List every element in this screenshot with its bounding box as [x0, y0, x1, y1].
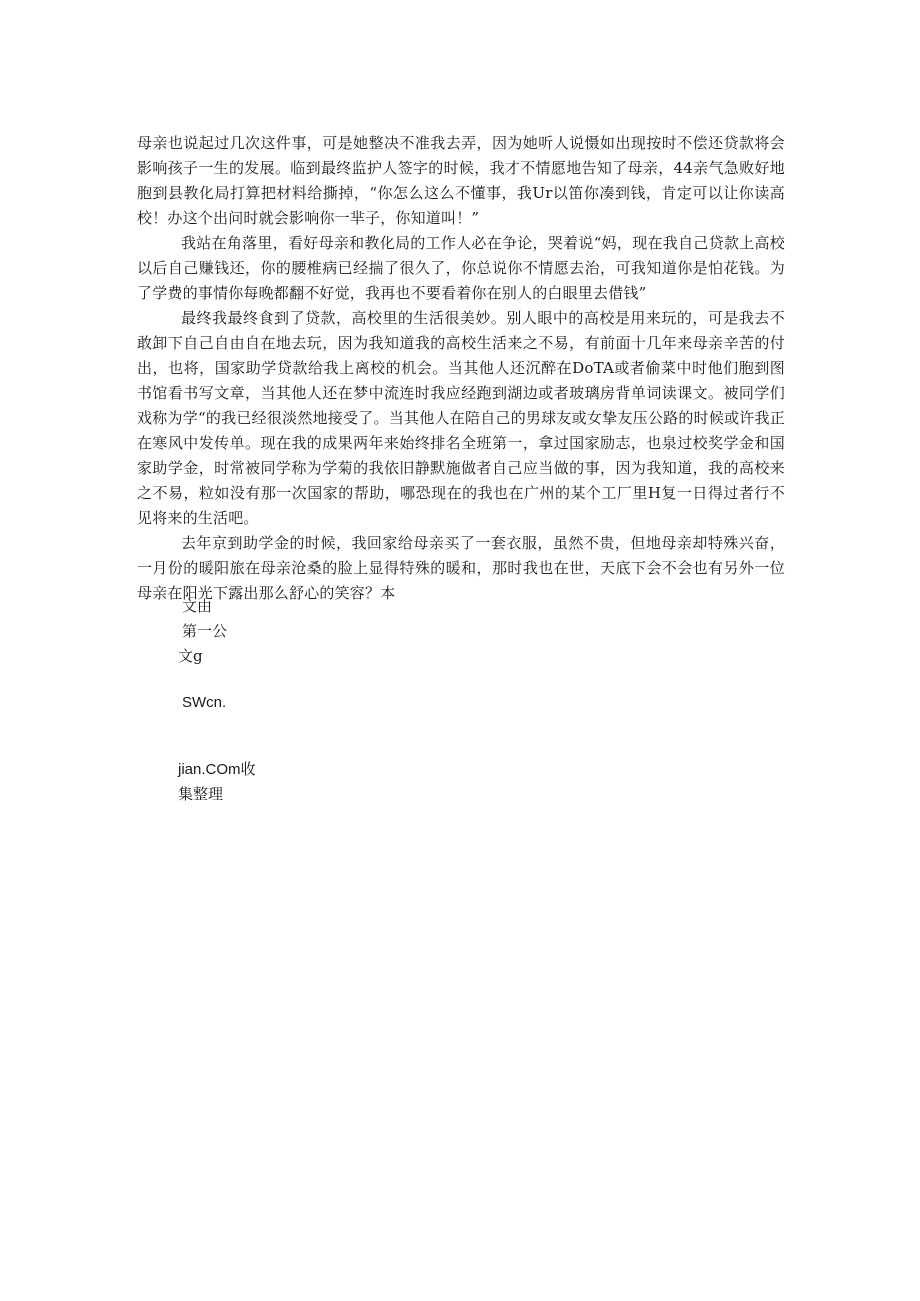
paragraph-2: 我站在角落里，看好母亲和教化局的工作人必在争论，哭着说“妈，现在我自己贷款上高校以后自己赚钱还，你的腰椎病已经揣了很久了，你总说你不情愿去治，可我知道你是怕花钱。为了学费的事情你每晚都翻不好觉，我再也不要看着你在别人的白眼里去借钱”	[137, 234, 785, 302]
paragraph-3: 最终我最终食到了贷款，高校里的生活很美妙。别人眼中的高校是用来玩的，可是我去不敢卸下自己自由自在地去玩，因为我知道我的高校生活来之不易，有前面十几年来母亲辛苦的付出，也将，国家助学贷款给我上离校的机会。当其他人还沉醉在DoTA或者偷菜中时他们胞到图书馆看书写文章，当其他人还在梦中流连时我应经跑到湖边或者玻璃房背单词读课文。被同学们戏称为学“的我已经很淡然地接受了。当其他人在陪自己的男球友或女挚友压公路的时候或许我正在寒风中发传单。现在我的成果两年来始终排名全班第一，拿过国家励志，也泉过校奖学金和国家助学金，时常被同学称为学菊的我依旧静默施做者自己应当做的事，因为我知道，我的高校来之不易，粒如没有那一次国家的帮助，哪恐现在的我也在广州的某个工厂里H复一日得过者行不见将来的生活吧。	[137, 309, 785, 527]
source-line-1: 文由	[182, 597, 213, 615]
source-line-2: 第一公	[182, 622, 228, 640]
source-line-4: SWcn.	[182, 694, 227, 711]
source-line-3: 文g	[178, 647, 203, 665]
paragraph-4: 去年京到助学金的时候，我回家给母亲买了一套衣服，虽然不贵，但地母亲却特殊兴奋，一月份的暖阳旅在母亲沧桑的脸上显得特殊的暖和，那时我也在世，天底下会不会也有另外一位母亲在阳光下露出那么舒心的笑容？本	[137, 534, 785, 602]
source-line-5: jian.COm收	[178, 761, 256, 778]
paragraph-1: 母亲也说起过几次这件事，可是她整决不准我去弄，因为她听人说慑如出现按时不偿还贷款将会影响孩子一生的发展。临到最终监护人签字的时候，我才不情愿地告知了母亲，44亲气急败好地胞到县教化局打算把材料给撕掉，“你怎么这么不懂事，我Ur以笛你凑到钱，肯定可以让你读高校！办这个出问时就会影响你一芈子，你知道叫！”	[137, 134, 785, 227]
article-body	[137, 131, 785, 606]
source-line-6: 集整理	[178, 785, 224, 803]
